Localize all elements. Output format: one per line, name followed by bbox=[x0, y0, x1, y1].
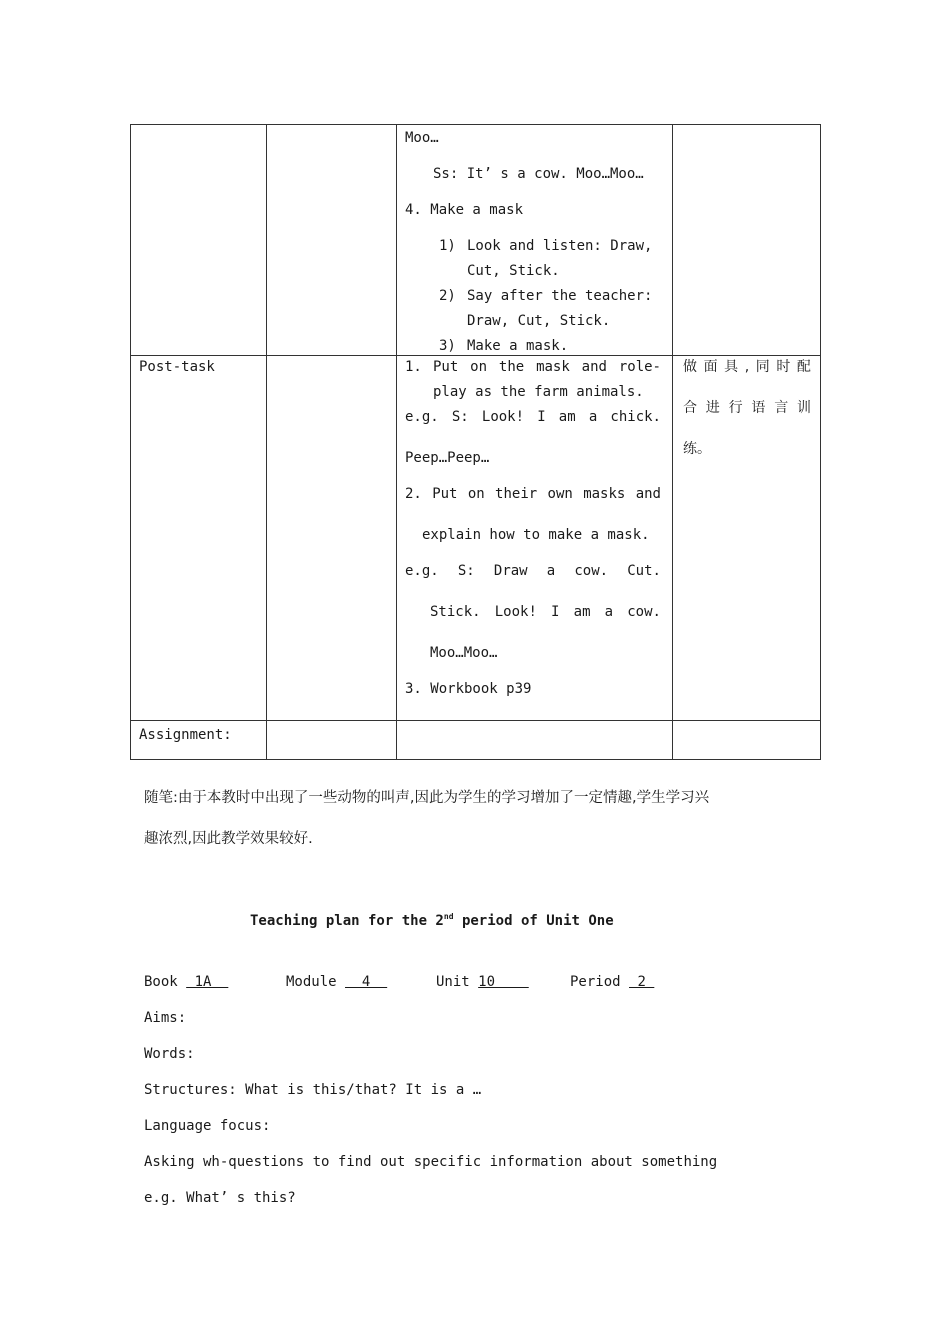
word: a bbox=[604, 604, 614, 620]
word: mask bbox=[536, 359, 570, 375]
words-heading: Words: bbox=[144, 1046, 195, 1062]
procedure-line: play as the farm animals. bbox=[433, 384, 644, 400]
word: masks bbox=[583, 486, 626, 502]
list-item: Say after the teacher: bbox=[467, 288, 653, 304]
list-item: Look and listen: Draw, bbox=[467, 238, 653, 254]
list-number: 1. bbox=[405, 359, 422, 375]
word: Put bbox=[433, 359, 459, 375]
word: on bbox=[467, 486, 485, 502]
char: , bbox=[744, 359, 750, 375]
materials-cell bbox=[267, 356, 397, 721]
reflection-note-line: 随笔:由于本教时中出现了一些动物的叫声,因此为学生的学习增加了一定情趣,学生学习兴 bbox=[144, 790, 710, 806]
module-field bbox=[286, 974, 387, 990]
stage-cell bbox=[131, 125, 267, 356]
table-row bbox=[131, 356, 821, 721]
procedure-step: 4. Make a mask bbox=[405, 202, 524, 218]
word: cow. bbox=[574, 563, 609, 579]
word: 2. bbox=[405, 486, 422, 502]
word: their bbox=[495, 486, 538, 502]
module-value: 4 bbox=[345, 974, 388, 990]
period-field bbox=[570, 974, 654, 990]
aims-heading: Aims: bbox=[144, 1010, 187, 1026]
word: Put bbox=[432, 486, 458, 502]
assignment-label: Assignment: bbox=[139, 727, 232, 743]
unit-label: Unit bbox=[436, 974, 470, 990]
reflection-note-line: 趣浓烈,因此教学效果较好. bbox=[144, 831, 313, 847]
char: 做 bbox=[683, 359, 697, 375]
char: 具 bbox=[724, 359, 739, 375]
book-label: Book bbox=[144, 974, 178, 990]
unit-field bbox=[436, 974, 529, 990]
char: 同 bbox=[755, 359, 770, 375]
word: I bbox=[537, 409, 546, 425]
module-label: Module bbox=[286, 974, 337, 990]
purpose-line bbox=[683, 399, 811, 417]
char: 配 bbox=[796, 359, 811, 375]
table-row bbox=[131, 721, 821, 760]
list-number: 1) bbox=[439, 238, 456, 254]
word: Look! bbox=[494, 604, 537, 620]
word: a bbox=[546, 563, 556, 579]
word: the bbox=[498, 359, 525, 375]
word: am bbox=[558, 409, 576, 425]
procedure-line bbox=[433, 358, 661, 376]
title-text: Teaching plan for the 2 bbox=[250, 913, 444, 929]
word: Draw bbox=[493, 563, 528, 579]
unit-value: 10 bbox=[478, 974, 529, 990]
word: Cut. bbox=[627, 563, 661, 579]
char: 时 bbox=[776, 359, 791, 375]
word: am bbox=[573, 604, 591, 620]
word: a bbox=[588, 409, 598, 425]
title-superscript: nd bbox=[443, 912, 454, 921]
word: e.g. bbox=[405, 563, 439, 579]
char: 训 bbox=[796, 400, 811, 416]
procedure-line bbox=[405, 485, 661, 503]
purpose-line: 练。 bbox=[683, 441, 711, 457]
procedure-step: 3. Workbook p39 bbox=[405, 681, 532, 697]
procedure-cell bbox=[397, 356, 673, 721]
word: own bbox=[547, 486, 573, 502]
list-number: 2) bbox=[439, 288, 456, 304]
char: 行 bbox=[728, 400, 743, 416]
purpose-line bbox=[683, 358, 811, 376]
procedure-line: explain how to make a mask. bbox=[422, 527, 650, 543]
example-line bbox=[430, 603, 661, 621]
char: 语 bbox=[751, 400, 766, 416]
stage-label: Post-task bbox=[139, 359, 215, 375]
list-item: Draw, Cut, Stick. bbox=[467, 313, 611, 329]
book-value: 1A bbox=[186, 974, 229, 990]
word: and bbox=[635, 486, 661, 502]
purpose-cell bbox=[673, 125, 821, 356]
table-row bbox=[131, 125, 821, 356]
procedure-line: Moo… bbox=[405, 130, 439, 146]
purpose-cell bbox=[673, 721, 821, 760]
word: chick. bbox=[610, 409, 661, 425]
materials-cell bbox=[267, 125, 397, 356]
list-item: Cut, Stick. bbox=[467, 263, 560, 279]
word: cow. bbox=[627, 604, 661, 620]
period-value: 2 bbox=[629, 974, 655, 990]
char: 言 bbox=[774, 400, 789, 416]
char: 进 bbox=[705, 400, 720, 416]
word: on bbox=[470, 359, 488, 375]
example-line: e.g. What’ s this? bbox=[144, 1190, 296, 1206]
language-focus-heading: Language focus: bbox=[144, 1118, 271, 1134]
title-text: period of Unit One bbox=[453, 913, 614, 929]
plan-title bbox=[250, 912, 614, 929]
word: e.g. bbox=[405, 409, 439, 425]
purpose-cell bbox=[673, 356, 821, 721]
word: Stick. bbox=[430, 604, 481, 620]
char: 合 bbox=[683, 400, 697, 416]
stage-cell bbox=[131, 356, 267, 721]
period-label: Period bbox=[570, 974, 621, 990]
procedure-cell bbox=[397, 721, 673, 760]
word: Look! bbox=[481, 409, 525, 425]
example-line bbox=[405, 562, 661, 580]
book-field bbox=[144, 974, 228, 990]
procedure-line: Ss: It’ s a cow. Moo…Moo… bbox=[433, 166, 644, 182]
example-line bbox=[405, 408, 661, 426]
teaching-plan-table bbox=[130, 124, 821, 760]
word: I bbox=[551, 604, 560, 620]
word: S: bbox=[457, 563, 475, 579]
list-item: Make a mask. bbox=[467, 338, 569, 354]
example-line: Moo…Moo… bbox=[430, 645, 498, 661]
word: S: bbox=[451, 409, 469, 425]
example-line: Peep…Peep… bbox=[405, 450, 490, 466]
structures-line: Structures: What is this/that? It is a … bbox=[144, 1082, 482, 1098]
materials-cell bbox=[267, 721, 397, 760]
char: 面 bbox=[703, 359, 718, 375]
list-number: 3) bbox=[439, 338, 456, 354]
procedure-cell bbox=[397, 125, 673, 356]
word: role- bbox=[618, 359, 661, 375]
language-focus-line: Asking wh-questions to find out specific information about something bbox=[144, 1154, 718, 1170]
stage-cell bbox=[131, 721, 267, 760]
word: and bbox=[581, 359, 607, 375]
